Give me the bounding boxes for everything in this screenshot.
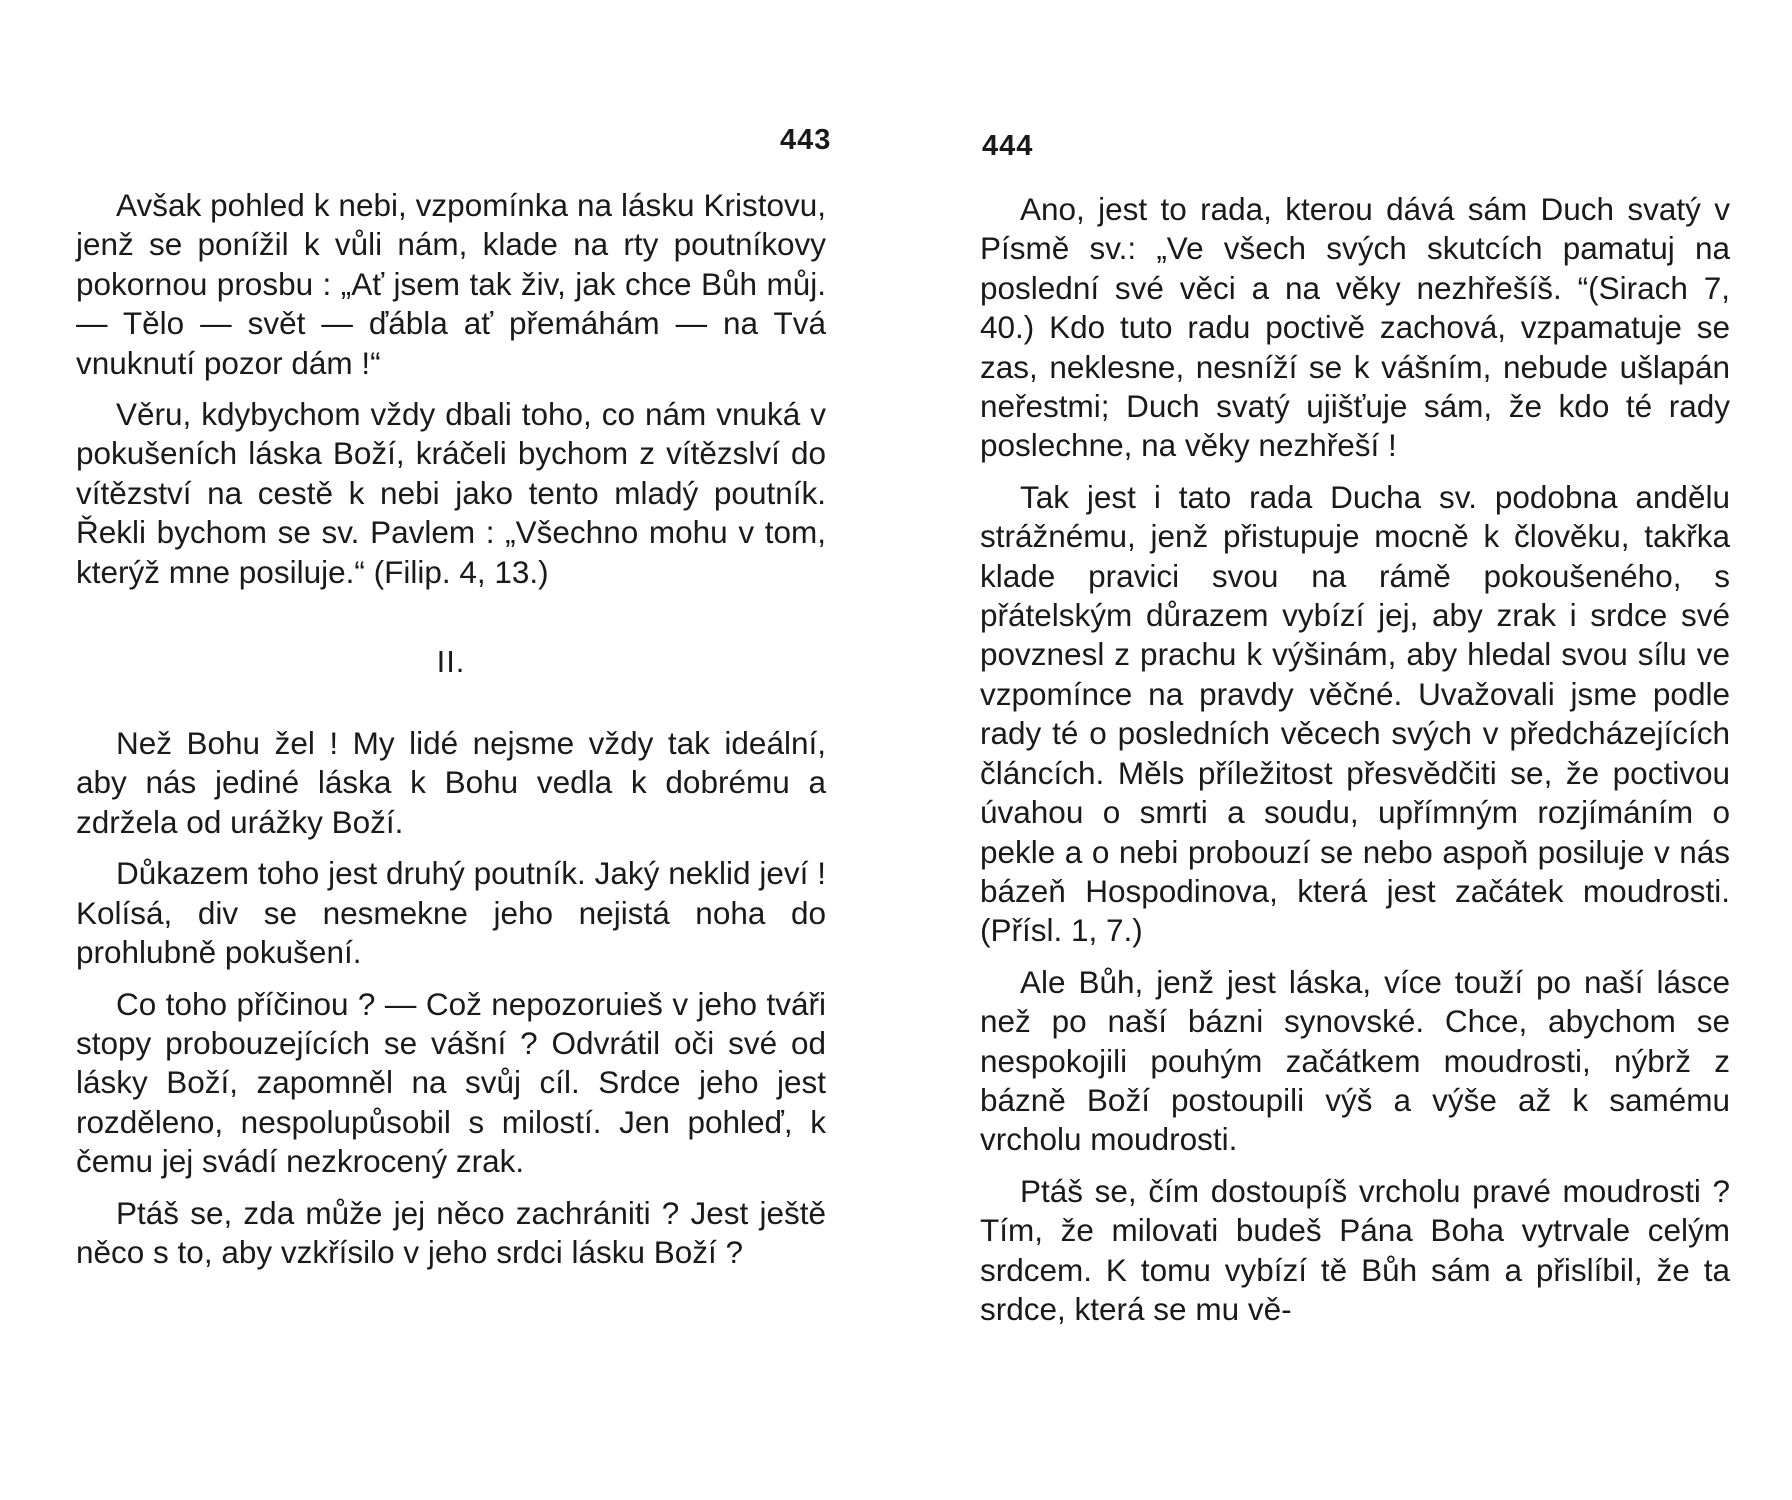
- left-page: [76, 0, 836, 1500]
- paragraph: Co toho příčinou ? — Což nepozoruieš v jeho tváři stopy probouzejících se vášní ? Odvrátil oči své od lásky Boží, zapomněl na svůj cíl. Srdce jeho jest rozděleno, nespolupůsobil s milostí. Jen pohleď, k čemu jej svádí nezkrocený zrak.: [76, 985, 826, 1180]
- paragraph: Věru, kdybychom vždy dbali toho, co nám vnuká v pokušeních láska Boží, kráčeli bychom z vítězslví do vítězství na cestě k nebi jako tento mladý poutník. Řekli bychom se sv. Pavlem : „Všechno mohu v tom, kterýž mne posiluje.“ (Filip. 4, 13.): [76, 396, 826, 590]
- section-heading: II.: [436, 644, 466, 680]
- paragraph: Ptáš se, zda může jej něco zachrániti ? Jest ještě něco s to, aby vzkřísilo v jeho srdci lásku Boží ?: [76, 1194, 826, 1270]
- page-number-443: 443: [780, 124, 832, 156]
- right-page-text: [980, 190, 1730, 1329]
- right-page: [980, 0, 1740, 1500]
- paragraph: Než Bohu žel ! My lidé nejsme vždy tak ideální, aby nás jediné láska k Bohu vedla k dobrému a zdržela od urážky Boží.: [76, 725, 826, 840]
- paragraph: Avšak pohled k nebi, vzpomínka na lásku Kristovu, jenž se ponížil k vůli nám, klade na rty poutníkovy pokornou prosbu : „Ať jsem tak živ, jak chce Bůh můj. — Tělo — svět — ďábla ať přemáhám — na Tvá vnuknutí pozor dám !“: [76, 187, 826, 381]
- paragraph: Ptáš se, čím dostoupíš vrcholu pravé moudrosti ? Tím, že milovati budeš Pána Boha vytrvale celým srdcem. K tomu vybízí tě Bůh sám a přislíbil, že ta srdce, která se mu vě-: [980, 1172, 1730, 1327]
- paragraph: Důkazem toho jest druhý poutník. Jaký neklid jeví ! Kolísá, div se nesmekne jeho nejistá noha do prohlubně pokušení.: [76, 855, 826, 971]
- left-page-text: [76, 186, 826, 1272]
- paragraph: Tak jest i tato rada Ducha sv. podobna andělu strážnému, jenž přistupuje mocně k člověku, takřka klade pravici svou na rámě pokoušeného, s přátelským důrazem vybízí jej, aby zrak i srdce své povznesl z prachu k výšinám, aby hledal svou sílu ve vzpomínce na pravdy věčné. Uvažovali jsme podle rady té o posledních věcech svých v předcházejících článcích. Měls příležitost přesvědčiti se, že poctivou úvahou o smrti a soudu, upřímným rozjímáním o pekle a o nebi probouzí se nebo aspoň posiluje v nás bázeň Hospodinova, která jest začátek moudrosti. (Přísl. 1, 7.): [980, 478, 1730, 949]
- paragraph: Ano, jest to rada, kterou dává sám Duch svatý v Písmě sv.: „Ve všech svých skutcích pamatuj na poslední své věci a na věky nezhřešíš. “(Sirach 7, 40.) Kdo tuto radu poctivě zachová, vzpamatuje se zas, neklesne, nesníží se k vášním, nebude ušlapán neřestmi; Duch svatý ujišťuje sám, že kdo té rady poslechne, na věky nezhřeší !: [980, 191, 1730, 464]
- page-number-444: 444: [982, 130, 1034, 162]
- paragraph: Ale Bůh, jenž jest láska, více touží po naší lásce než po naší bázni synovské. Chce, abychom se nespokojili pouhým začátkem moudrosti, nýbrž z bázně Boží postoupili výš a výše až k samému vrcholu moudrosti.: [980, 963, 1730, 1158]
